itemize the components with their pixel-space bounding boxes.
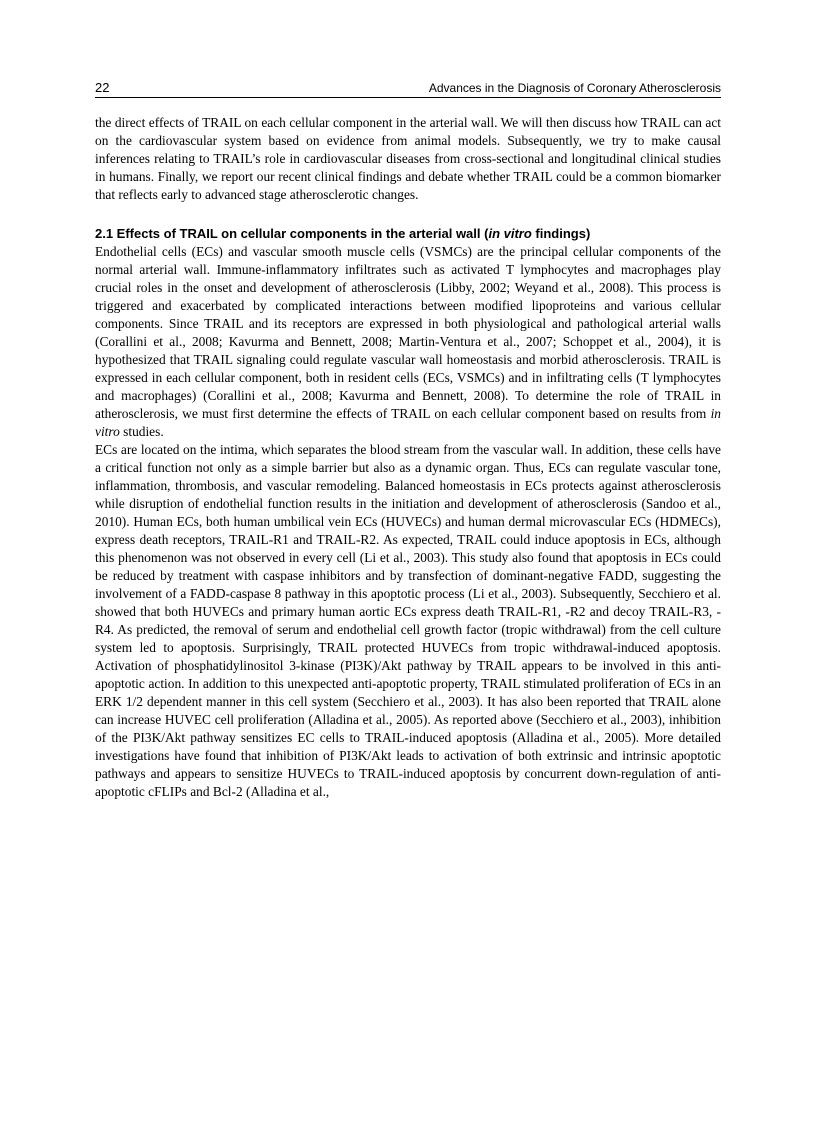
paragraph-ecs-intima: ECs are located on the intima, which separates the blood stream from the vascular wall. In addition, these cells have a critical function not only as a simple barrier but also as a dynamic organ. Thus, ECs can regulate vascular tone, inflammation, thrombosis, and vascular remodeling. Balanced homeostasis in ECs protects against atherosclerosis while disruption of endothelial function results in the initiation and development of atherosclerosis (Sandoo et al., 2010). Human ECs, both human umbilical vein ECs (HUVECs) and human dermal microvascular ECs (HDMECs), express death receptors, TRAIL-R1 and TRAIL-R2. As expected, TRAIL could induce apoptosis in ECs, although this phenomenon was not observed in every cell (Li et al., 2003). This study also found that apoptosis in ECs could be reduced by treatment with caspase inhibitors and by transfection of dominant-negative FADD, suggesting the involvement of a FADD-caspase 8 pathway in this apoptotic process (Li et al., 2003). Subsequently, Secchiero et al. showed that both HUVECs and primary human aortic ECs express death TRAIL-R1, -R2 and decoy TRAIL-R3, -R4. As predicted, the removal of serum and endothelial cell growth factor (tropic withdrawal) from the cell culture system led to apoptosis. Surprisingly, TRAIL protected HUVECs from tropic withdrawal-induced apoptosis. Activation of phosphatidylinositol 3-kinase (PI3K)/Akt pathway by TRAIL appears to be involved in this anti-apoptotic action. In addition to this unexpected anti-apoptotic property, TRAIL stimulated proliferation of ECs in an ERK 1/2 dependent manner in this cell system (Secchiero et al., 2003). It has also been reported that TRAIL alone can increase HUVEC cell proliferation (Alladina et al., 2005). As reported above (Secchiero et al., 2003), inhibition of the PI3K/Akt pathway sensitizes EC cells to TRAIL-induced apoptosis (Alladina et al., 2005). More detailed investigations have found that inhibition of PI3K/Akt leads to activation of both extrinsic and intrinsic apoptotic pathways and appears to sensitize HUVECs to TRAIL-induced apoptosis by concurrent down-regulation of anti-apoptotic cFLIPs and Bcl-2 (Alladina et al., (95, 442, 721, 799)
paragraph-1-text: Endothelial cells (ECs) and vascular smooth muscle cells (VSMCs) are the principal cellular components of the normal arterial wall. Immune-inflammatory infiltrates such as activated T lymphocytes and macrophages play crucial roles in the onset and development of atherosclerosis (Libby, 2002; Weyand et al., 2008). This process is triggered and exacerbated by complicated interactions between modified lipoproteins and various cellular components. Since TRAIL and its receptors are expressed in both physiological and pathological arterial walls (Corallini et al., 2008; Kavurma and Bennett, 2008; Martin-Ventura et al., 2007; Schoppet et al., 2004), it is hypothesized that TRAIL signaling could regulate vascular wall homeostasis and morbid atherosclerosis. TRAIL is expressed in each cellular component, both in resident cells (ECs, VSMCs) and in infiltrating cells (T lymphocytes and macrophages) (Corallini et al., 2008; Kavurma and Bennett, 2008). To determine the role of TRAIL in atherosclerosis, we must first determine the effects of TRAIL on each cellular component based on results from (95, 244, 721, 421)
section-heading-prefix: 2.1 Effects of TRAIL on cellular components in the arterial wall ( (95, 226, 489, 241)
paragraph-1-italic: in vitro (95, 406, 721, 439)
page (95, 80, 721, 801)
paragraph-endothelial-cells (95, 243, 721, 441)
intro-paragraph: the direct effects of TRAIL on each cellular component in the arterial wall. We will then discuss how TRAIL can act on the cardiovascular system based on evidence from animal models. Subsequently, we try to make causal inferences relating to TRAIL’s role in cardiovascular diseases from cross-sectional and longitudinal clinical studies in humans. Finally, we report our recent clinical findings and debate whether TRAIL could be a common biomarker that reflects early to advanced stage atherosclerotic changes. (95, 115, 721, 202)
running-title: Advances in the Diagnosis of Coronary Atherosclerosis (428, 81, 721, 95)
section-heading-suffix: findings) (531, 226, 591, 241)
page-number: 22 (95, 80, 110, 95)
running-header (95, 80, 721, 98)
section-heading (95, 225, 721, 243)
section-heading-italic: in vitro (488, 226, 532, 241)
paragraph-1-tail: studies. (119, 424, 164, 439)
